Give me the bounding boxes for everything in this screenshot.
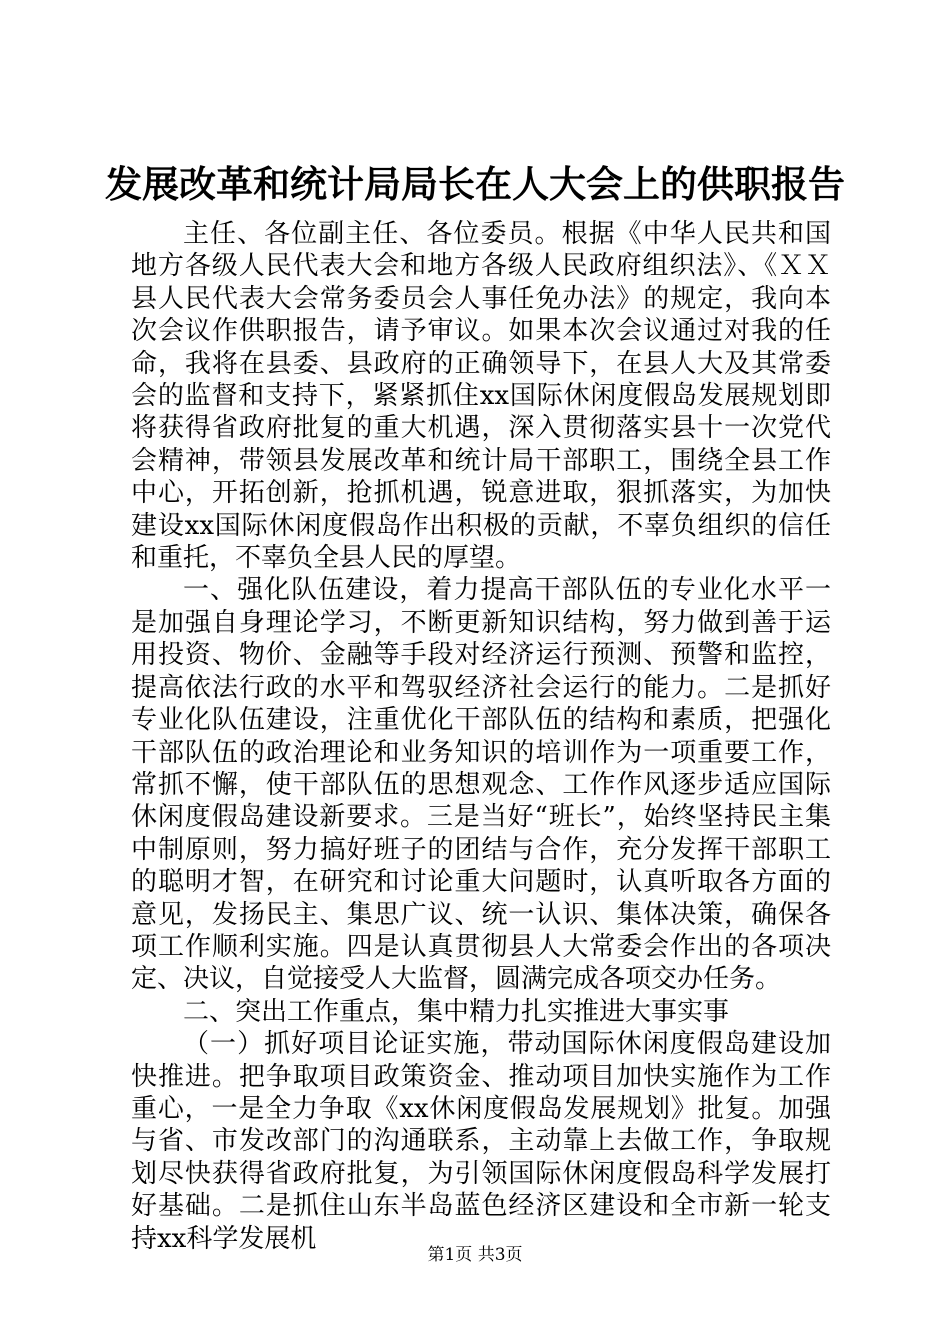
- page-footer: 第1页 共3页: [427, 1245, 523, 1265]
- document-body: [131, 218, 831, 1255]
- paragraph-section-two-heading: 二、突出工作重点，集中精力扎实推进大事实事: [183, 996, 730, 1027]
- paragraph-intro: 主任、各位副主任、各位委员。根据《中华人民共和国地方各级人民代表大会和地方各级人民政府组织法》、《ＸＸ县人民代表大会常务委员会人事任免办法》的规定，我向本次会议作供职报告，请予审议。如果本次会议通过对我的任命，我将在县委、县政府的正确领导下，在县人大及其常委会的监督和支持下，紧紧抓住xx国际休闲度假岛发展规划即将获得省政府批复的重大机遇，深入贯彻落实县十一次党代会精神，带领县发展改革和统计局干部职工，围绕全县工作中心，开拓创新，抢抓机遇，锐意进取，狠抓落实，为加快建设xx国际休闲度假岛作出积极的贡献，不辜负组织的信任和重托，不辜负全县人民的厚望。: [131, 219, 831, 574]
- paragraph-section-one: 一、强化队伍建设，着力提高干部队伍的专业化水平一是加强自身理论学习，不断更新知识结构，努力做到善于运用投资、物价、金融等手段对经济运行预测、预警和监控，提高依法行政的水平和驾驭经济社会运行的能力。二是抓好专业化队伍建设，注重优化干部队伍的结构和素质，把强化干部队伍的政治理论和业务知识的培训作为一项重要工作，常抓不懈，使干部队伍的思想观念、工作作风逐步适应国际休闲度假岛建设新要求。三是当好“班长”，始终坚持民主集中制原则，努力搞好班子的团结与合作，充分发挥干部职工的聪明才智，在研究和讨论重大问题时，认真听取各方面的意见，发扬民主、集思广议、统一认识、集体决策，确保各项工作顺利实施。四是认真贯彻县人大常委会作出的各项决定、决议，自觉接受人大监督，圆满完成各项交办任务。: [131, 575, 831, 995]
- page-title: 发展改革和统计局局长在人大会上的供职报告: [105, 162, 845, 206]
- paragraph-subsection-one: （一）抓好项目论证实施，带动国际休闲度假岛建设加快推进。把争取项目政策资金、推动项目加快实施作为工作重心，一是全力争取《xx休闲度假岛发展规划》批复。加强与省、市发改部门的沟通联系，主动靠上去做工作，争取规划尽快获得省政府批复，为引领国际休闲度假岛科学发展打好基础。二是抓住山东半岛蓝色经济区建设和全市新一轮支持xx科学发展机: [131, 1029, 831, 1254]
